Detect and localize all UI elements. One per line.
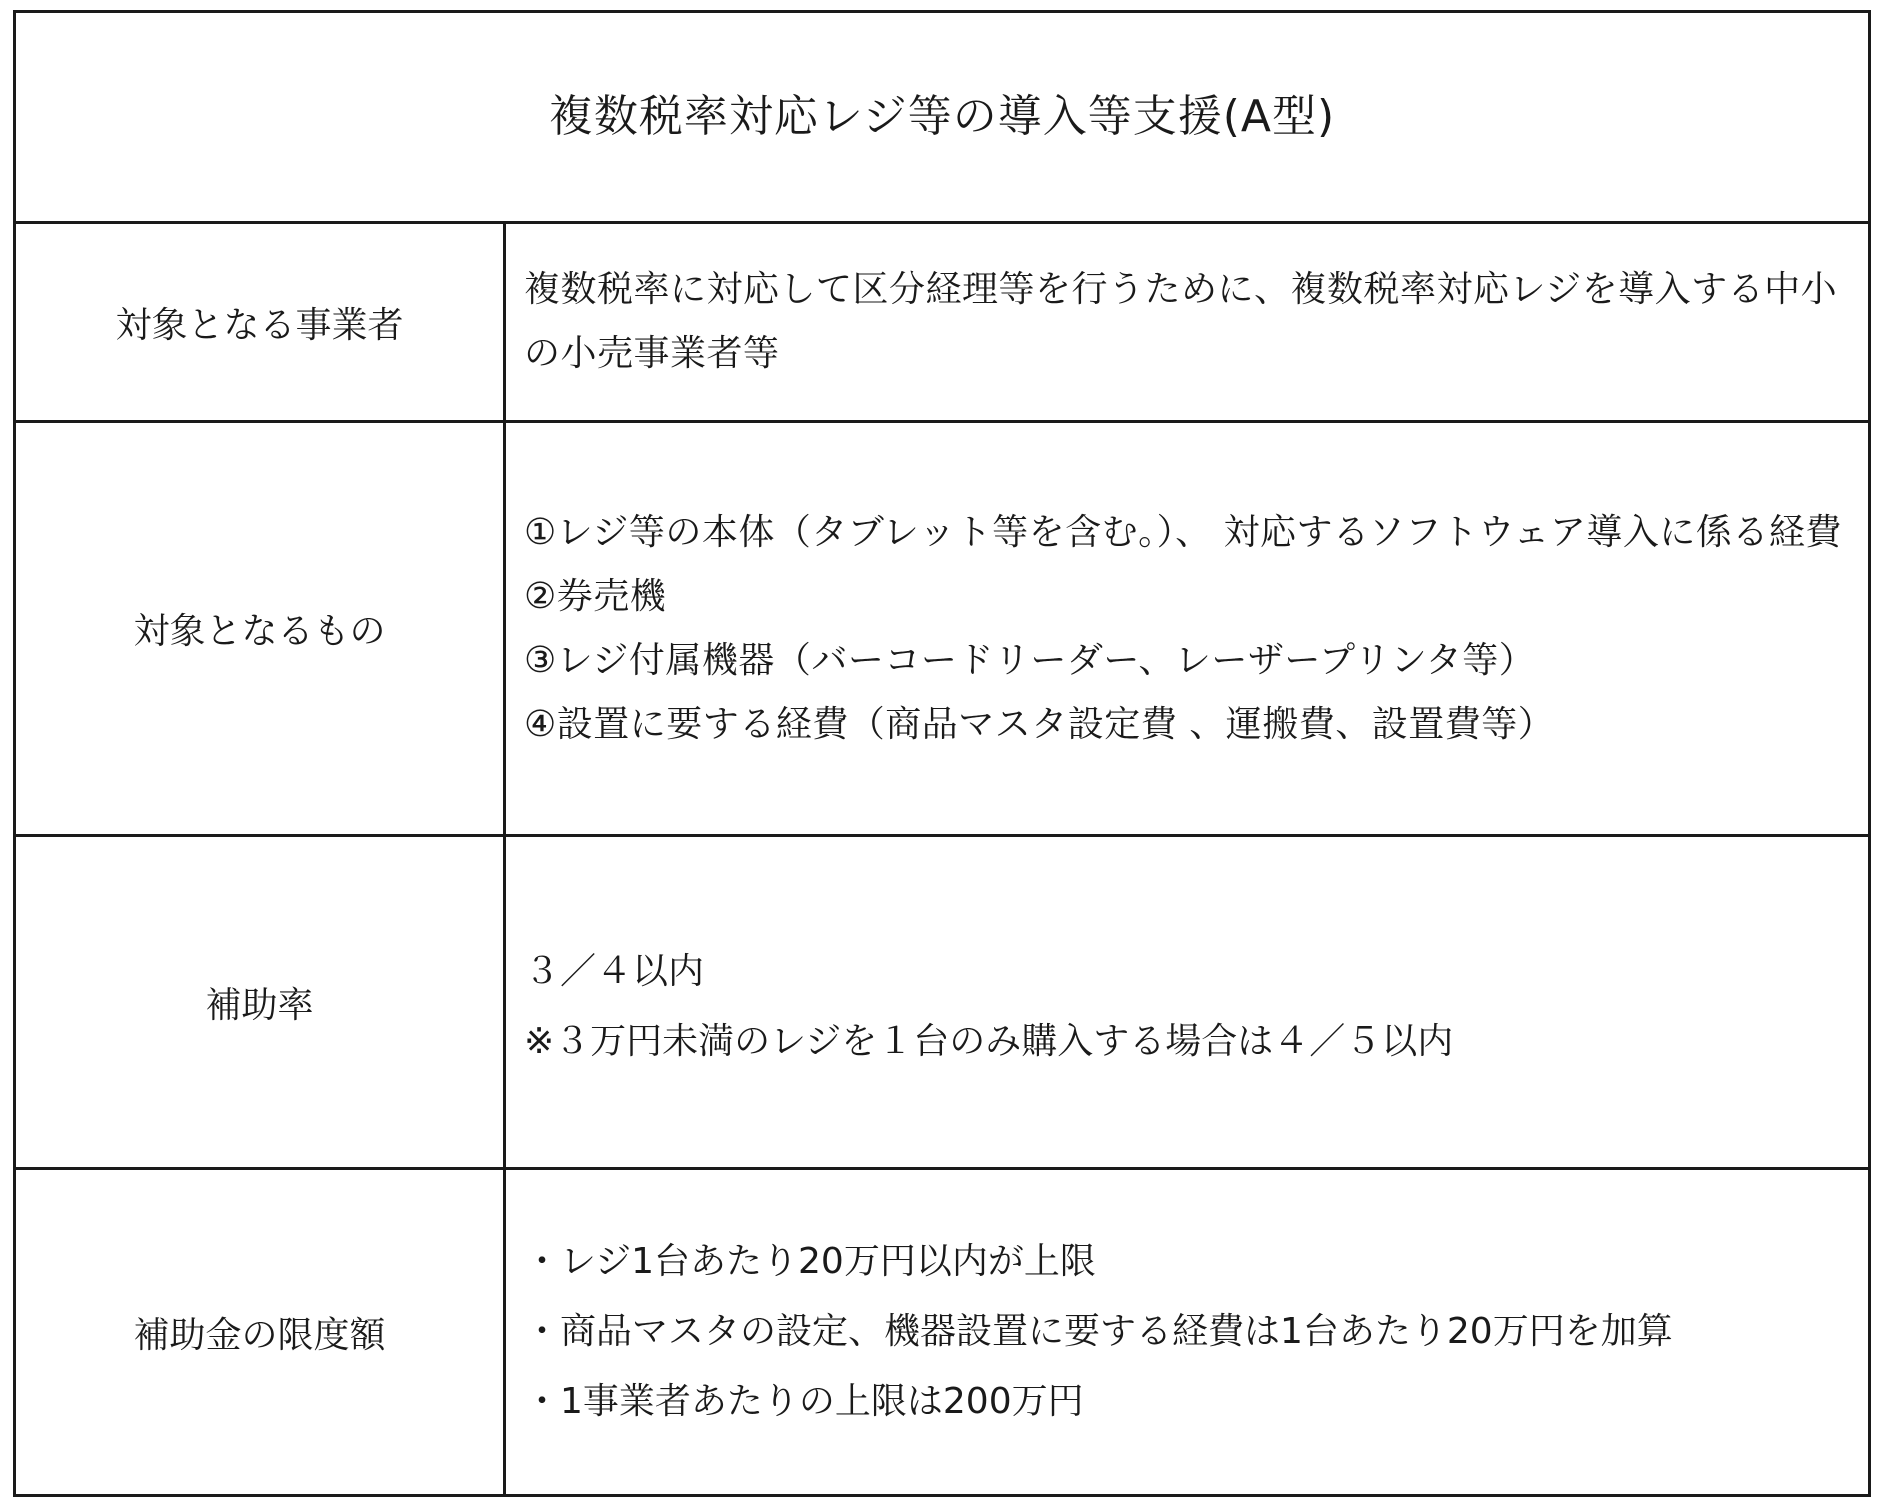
value-line: ①レジ等の本体（タブレット等を含む。）、 対応するソフトウェア導入に係る経費 <box>524 511 1842 553</box>
subsidy-table <box>13 10 1871 1497</box>
value-line: ④設置に要する経費（商品マスタ設定費 、運搬費、設置費等） <box>524 703 1555 745</box>
value-line: ※３万円未満のレジを１台のみ購入する場合は４／５以内 <box>524 1021 1454 1062</box>
value-line: 複数税率に対応して区分経理等を行うために、複数税率対応レジを導入する中小 の小売事業者等 <box>524 269 1838 374</box>
table-row-target-business <box>16 224 1868 423</box>
value-line: ・商品マスタの設定、機器設置に要する経費は1台あたり20万円を加算 <box>524 1311 1673 1352</box>
value-line: ・レジ1台あたり20万円以内が上限 <box>524 1241 1096 1282</box>
row-label: 対象となる事業者 <box>16 224 506 420</box>
table-title: 複数税率対応レジ等の導入等支援(A型) <box>548 91 1336 142</box>
row-value <box>506 837 1868 1167</box>
value-line: ３／４以内 <box>524 951 705 992</box>
table-row-subsidy-rate <box>16 837 1868 1170</box>
row-label: 補助金の限度額 <box>16 1170 506 1494</box>
row-value <box>506 423 1868 834</box>
row-label: 対象となるもの <box>16 423 506 834</box>
table-row-target-items <box>16 423 1868 837</box>
row-value <box>506 224 1868 420</box>
value-line: ②券売機 <box>524 575 667 617</box>
table-row-subsidy-limit <box>16 1170 1868 1494</box>
row-value <box>506 1170 1868 1494</box>
value-line: ③レジ付属機器（バーコードリーダー、レーザープリンタ等） <box>524 639 1536 681</box>
value-line: ・1事業者あたりの上限は200万円 <box>524 1381 1084 1422</box>
table-title-row <box>16 13 1868 224</box>
row-label: 補助率 <box>16 837 506 1167</box>
